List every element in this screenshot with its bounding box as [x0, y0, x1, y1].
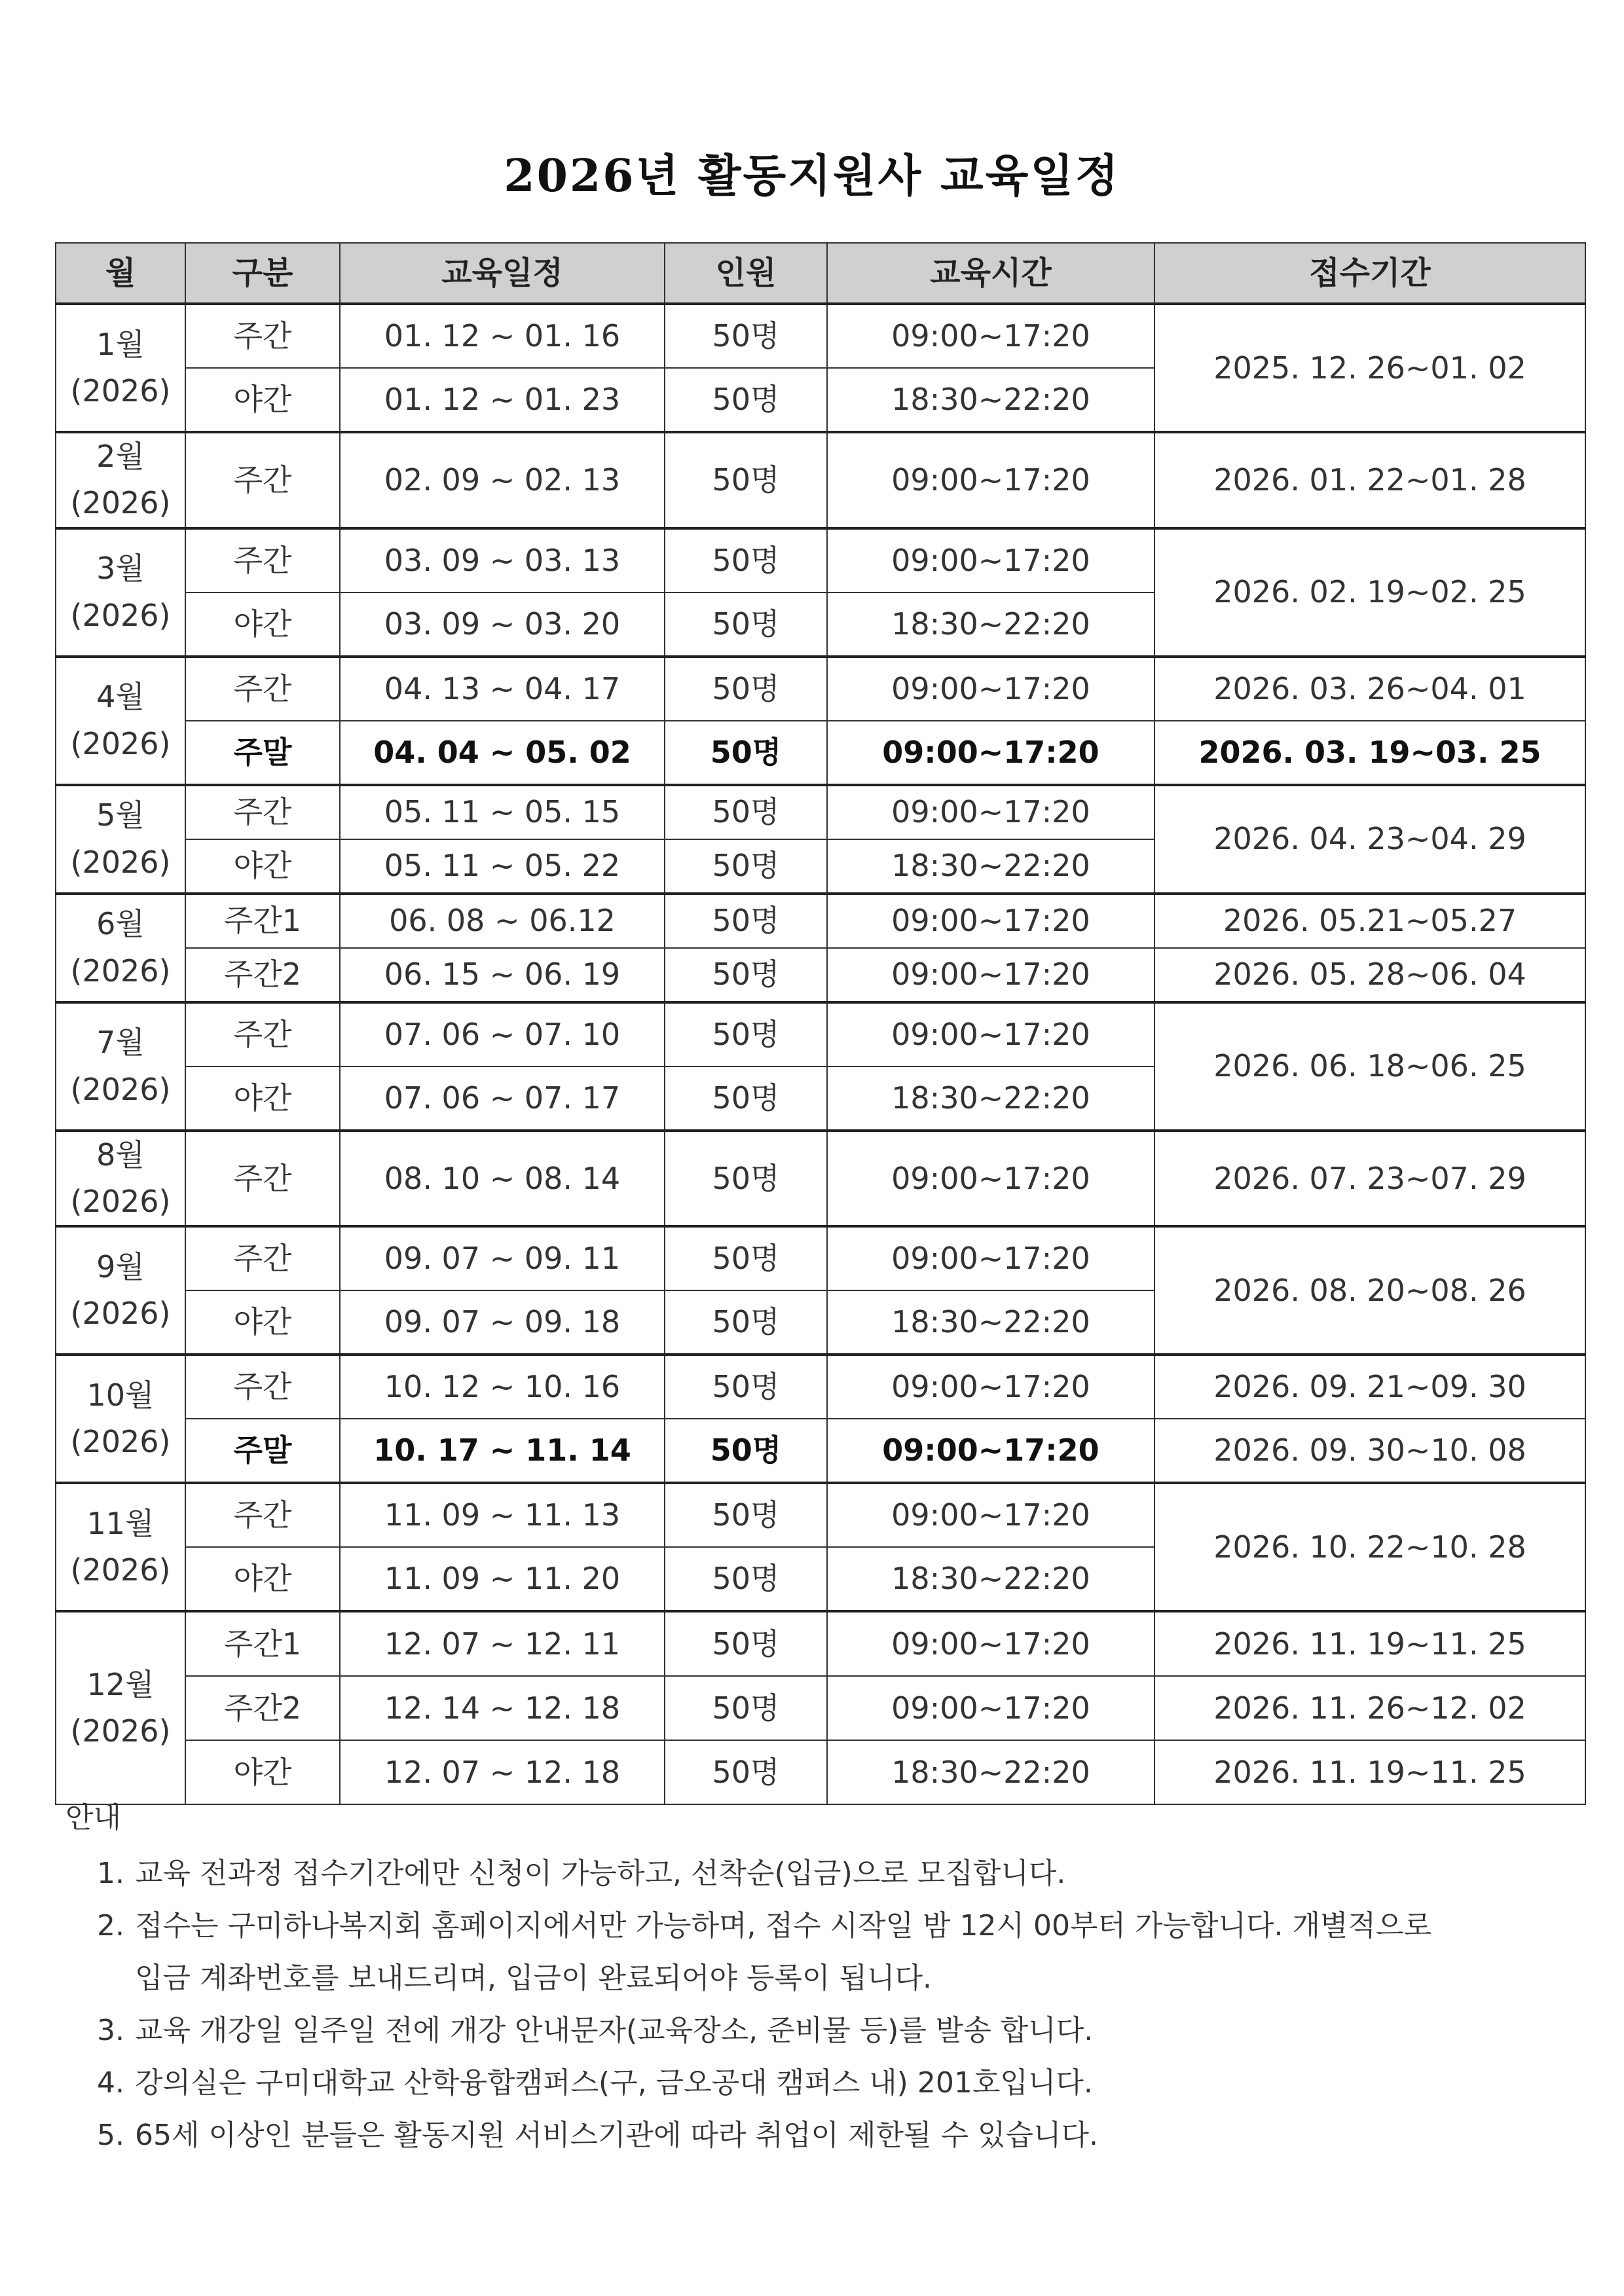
notice-list — [65, 1848, 1591, 2162]
notice-text: 접수는 구미하나복지회 홈페이지에서만 가능하며, 접수 시작일 밤 12시 00부터 가능합니다. 개별적으로 — [135, 1909, 1431, 1942]
header-count: 인원 — [665, 243, 827, 304]
month-group-nov — [56, 1483, 1585, 1611]
type-cell: 야간 — [185, 1547, 340, 1611]
type-cell: 주간 — [185, 1483, 340, 1547]
month-cell — [56, 785, 185, 894]
time-cell: 09:00~17:20 — [827, 528, 1154, 592]
month-label: 3월 — [96, 551, 145, 587]
year-label: (2026) — [70, 1183, 171, 1219]
type-cell: 야간 — [185, 368, 340, 432]
time-cell: 09:00~17:20 — [827, 785, 1154, 839]
count-cell: 50명 — [665, 1290, 827, 1355]
year-label: (2026) — [70, 1552, 171, 1588]
notice-number: 1. — [97, 1857, 124, 1890]
count-cell: 50명 — [665, 1419, 827, 1483]
reception-cell: 2025. 12. 26~01. 02 — [1154, 304, 1585, 432]
month-label: 2월 — [96, 439, 145, 474]
month-cell — [56, 1611, 185, 1804]
notice-number: 5. — [97, 2119, 124, 2152]
month-group-aug — [56, 1131, 1585, 1227]
count-cell: 50명 — [665, 839, 827, 894]
month-cell — [56, 1483, 185, 1611]
header-month: 월 — [56, 243, 185, 304]
table-row — [56, 432, 1585, 528]
reception-cell: 2026. 03. 26~04. 01 — [1154, 657, 1585, 721]
dates-cell: 06. 15 ~ 06. 19 — [340, 948, 665, 1002]
notice-text: 교육 전과정 접수기간에만 신청이 가능하고, 선착순(입금)으로 모집합니다. — [135, 1857, 1066, 1890]
count-cell: 50명 — [665, 785, 827, 839]
type-cell: 야간 — [185, 592, 340, 657]
month-group-apr — [56, 657, 1585, 785]
dates-cell: 08. 10 ~ 08. 14 — [340, 1131, 665, 1227]
dates-cell: 04. 04 ~ 05. 02 — [340, 721, 665, 785]
time-cell: 09:00~17:20 — [827, 894, 1154, 948]
time-cell: 09:00~17:20 — [827, 657, 1154, 721]
table-row — [56, 1226, 1585, 1290]
type-cell: 야간 — [185, 1290, 340, 1355]
count-cell: 50명 — [665, 1066, 827, 1131]
time-cell: 18:30~22:20 — [827, 1290, 1154, 1355]
time-cell: 09:00~17:20 — [827, 1131, 1154, 1227]
year-label: (2026) — [70, 844, 171, 880]
month-cell — [56, 1226, 185, 1355]
count-cell: 50명 — [665, 721, 827, 785]
table-row — [56, 1131, 1585, 1227]
year-label: (2026) — [70, 597, 171, 633]
dates-cell: 11. 09 ~ 11. 20 — [340, 1547, 665, 1611]
year-label: (2026) — [70, 1713, 171, 1749]
month-cell — [56, 894, 185, 1002]
month-group-jan — [56, 304, 1585, 432]
dates-cell: 09. 07 ~ 09. 11 — [340, 1226, 665, 1290]
reception-cell: 2026. 11. 19~11. 25 — [1154, 1611, 1585, 1676]
table-row — [56, 528, 1585, 592]
reception-cell: 2026. 02. 19~02. 25 — [1154, 528, 1585, 657]
table-row — [56, 894, 1585, 948]
time-cell: 18:30~22:20 — [827, 368, 1154, 432]
notice-item — [65, 2109, 1591, 2162]
notice-text: 교육 개강일 일주일 전에 개강 안내문자(교육장소, 준비물 등)를 발송 합니다. — [135, 2014, 1094, 2047]
year-label: (2026) — [70, 953, 171, 989]
notice-item — [65, 1848, 1591, 1900]
count-cell: 50명 — [665, 1547, 827, 1611]
table-row — [56, 1002, 1585, 1066]
type-cell: 주간 — [185, 657, 340, 721]
dates-cell: 09. 07 ~ 09. 18 — [340, 1290, 665, 1355]
header-time: 교육시간 — [827, 243, 1154, 304]
notice-text: 강의실은 구미대학교 산학융합캠퍼스(구, 금오공대 캠퍼스 내) 201호입니다. — [135, 2066, 1093, 2100]
type-cell: 야간 — [185, 839, 340, 894]
time-cell: 18:30~22:20 — [827, 1740, 1154, 1804]
table-row — [56, 1676, 1585, 1740]
month-group-dec — [56, 1611, 1585, 1804]
time-cell: 18:30~22:20 — [827, 1547, 1154, 1611]
notice-section — [65, 1794, 1591, 2162]
count-cell: 50명 — [665, 1611, 827, 1676]
time-cell: 09:00~17:20 — [827, 1355, 1154, 1419]
dates-cell: 12. 14 ~ 12. 18 — [340, 1676, 665, 1740]
type-cell: 주간 — [185, 1355, 340, 1419]
type-cell: 주간 — [185, 1226, 340, 1290]
time-cell: 09:00~17:20 — [827, 1419, 1154, 1483]
dates-cell: 11. 09 ~ 11. 13 — [340, 1483, 665, 1547]
reception-cell: 2026. 11. 26~12. 02 — [1154, 1676, 1585, 1740]
year-label: (2026) — [70, 725, 171, 761]
type-cell: 야간 — [185, 1066, 340, 1131]
type-cell: 야간 — [185, 1740, 340, 1804]
dates-cell: 07. 06 ~ 07. 10 — [340, 1002, 665, 1066]
table-row — [56, 1483, 1585, 1547]
year-label: (2026) — [70, 373, 171, 409]
month-group-feb — [56, 432, 1585, 528]
type-cell: 주간2 — [185, 948, 340, 1002]
type-cell: 주간1 — [185, 894, 340, 948]
table-row — [56, 785, 1585, 839]
time-cell: 09:00~17:20 — [827, 1483, 1154, 1547]
type-cell: 주간 — [185, 785, 340, 839]
dates-cell: 05. 11 ~ 05. 22 — [340, 839, 665, 894]
year-label: (2026) — [70, 485, 171, 521]
reception-cell: 2026. 01. 22~01. 28 — [1154, 432, 1585, 528]
type-cell: 주간 — [185, 1002, 340, 1066]
dates-cell: 05. 11 ~ 05. 15 — [340, 785, 665, 839]
table-row — [56, 1611, 1585, 1676]
time-cell: 09:00~17:20 — [827, 1226, 1154, 1290]
month-group-oct — [56, 1355, 1585, 1483]
header-type: 구분 — [185, 243, 340, 304]
count-cell: 50명 — [665, 368, 827, 432]
table-row — [56, 948, 1585, 1002]
month-label: 9월 — [96, 1248, 145, 1285]
count-cell: 50명 — [665, 432, 827, 528]
month-cell — [56, 528, 185, 657]
type-cell: 주간2 — [185, 1676, 340, 1740]
reception-cell: 2026. 04. 23~04. 29 — [1154, 785, 1585, 894]
month-label: 1월 — [96, 326, 145, 362]
year-label: (2026) — [70, 1071, 171, 1107]
reception-cell: 2026. 11. 19~11. 25 — [1154, 1740, 1585, 1804]
reception-cell: 2026. 09. 30~10. 08 — [1154, 1419, 1585, 1483]
type-cell: 주간 — [185, 528, 340, 592]
count-cell: 50명 — [665, 1002, 827, 1066]
type-cell: 주간 — [185, 304, 340, 368]
notice-text: 65세 이상인 분들은 활동지원 서비스기관에 따라 취업이 제한될 수 있습니다. — [135, 2119, 1098, 2152]
month-label: 6월 — [96, 906, 145, 942]
dates-cell: 01. 12 ~ 01. 16 — [340, 304, 665, 368]
header-reception: 접수기간 — [1154, 243, 1585, 304]
reception-cell: 2026. 05.21~05.27 — [1154, 894, 1585, 948]
notice-continuation: 입금 계좌번호를 보내드리며, 입금이 완료되어야 등록이 됩니다. — [135, 1961, 932, 1995]
dates-cell: 12. 07 ~ 12. 11 — [340, 1611, 665, 1676]
count-cell: 50명 — [665, 1355, 827, 1419]
time-cell: 09:00~17:20 — [827, 304, 1154, 368]
time-cell: 09:00~17:20 — [827, 1002, 1154, 1066]
reception-cell: 2026. 03. 19~03. 25 — [1154, 721, 1585, 785]
month-group-mar — [56, 528, 1585, 657]
dates-cell: 03. 09 ~ 03. 13 — [340, 528, 665, 592]
table-row — [56, 657, 1585, 721]
type-cell: 주간 — [185, 432, 340, 528]
notice-number: 4. — [97, 2066, 124, 2100]
month-cell — [56, 304, 185, 432]
table-row — [56, 304, 1585, 368]
notice-item — [65, 2057, 1591, 2109]
month-cell — [56, 1002, 185, 1131]
time-cell: 09:00~17:20 — [827, 721, 1154, 785]
month-cell — [56, 1355, 185, 1483]
month-label: 7월 — [96, 1025, 145, 1061]
reception-cell: 2026. 10. 22~10. 28 — [1154, 1483, 1585, 1611]
count-cell: 50명 — [665, 528, 827, 592]
reception-cell: 2026. 06. 18~06. 25 — [1154, 1002, 1585, 1131]
month-label: 5월 — [96, 797, 145, 833]
month-label: 4월 — [96, 679, 145, 715]
dates-cell: 03. 09 ~ 03. 20 — [340, 592, 665, 657]
count-cell: 50명 — [665, 1131, 827, 1227]
time-cell: 09:00~17:20 — [827, 1611, 1154, 1676]
reception-cell: 2026. 08. 20~08. 26 — [1154, 1226, 1585, 1355]
month-label: 8월 — [96, 1137, 145, 1173]
time-cell: 18:30~22:20 — [827, 1066, 1154, 1131]
dates-cell: 02. 09 ~ 02. 13 — [340, 432, 665, 528]
reception-cell: 2026. 09. 21~09. 30 — [1154, 1355, 1585, 1419]
year-label: (2026) — [70, 1296, 171, 1332]
table-row-highlight — [56, 721, 1585, 785]
month-group-jun — [56, 894, 1585, 1002]
type-cell: 주말 — [185, 721, 340, 785]
dates-cell: 10. 12 ~ 10. 16 — [340, 1355, 665, 1419]
type-cell: 주간 — [185, 1131, 340, 1227]
month-cell — [56, 1131, 185, 1227]
count-cell: 50명 — [665, 304, 827, 368]
reception-cell: 2026. 07. 23~07. 29 — [1154, 1131, 1585, 1227]
count-cell: 50명 — [665, 1740, 827, 1804]
dates-cell: 10. 17 ~ 11. 14 — [340, 1419, 665, 1483]
count-cell: 50명 — [665, 657, 827, 721]
type-cell: 주간1 — [185, 1611, 340, 1676]
month-label: 10월 — [86, 1377, 155, 1413]
count-cell: 50명 — [665, 1483, 827, 1547]
time-cell: 18:30~22:20 — [827, 839, 1154, 894]
month-cell — [56, 432, 185, 528]
month-group-sep — [56, 1226, 1585, 1355]
count-cell: 50명 — [665, 948, 827, 1002]
table-row-highlight — [56, 1419, 1585, 1483]
dates-cell: 07. 06 ~ 07. 17 — [340, 1066, 665, 1131]
month-label: 12월 — [86, 1666, 155, 1702]
count-cell: 50명 — [665, 1226, 827, 1290]
month-label: 11월 — [86, 1505, 155, 1541]
dates-cell: 06. 08 ~ 06.12 — [340, 894, 665, 948]
dates-cell: 01. 12 ~ 01. 23 — [340, 368, 665, 432]
reception-cell: 2026. 05. 28~06. 04 — [1154, 948, 1585, 1002]
count-cell: 50명 — [665, 592, 827, 657]
month-group-jul — [56, 1002, 1585, 1131]
month-group-may — [56, 785, 1585, 894]
header-row — [56, 243, 1585, 304]
time-cell: 09:00~17:20 — [827, 948, 1154, 1002]
count-cell: 50명 — [665, 894, 827, 948]
page-title: 2026년 활동지원사 교육일정 — [504, 150, 1120, 202]
type-cell: 주말 — [185, 1419, 340, 1483]
notice-number: 3. — [97, 2014, 124, 2047]
notice-item — [65, 1900, 1591, 1952]
time-cell: 18:30~22:20 — [827, 592, 1154, 657]
table-row — [56, 1355, 1585, 1419]
dates-cell: 04. 13 ~ 04. 17 — [340, 657, 665, 721]
count-cell: 50명 — [665, 1676, 827, 1740]
notice-number: 2. — [97, 1909, 124, 1942]
dates-cell: 12. 07 ~ 12. 18 — [340, 1740, 665, 1804]
notice-heading: 안내 — [65, 1801, 122, 1834]
month-cell — [56, 657, 185, 785]
time-cell: 09:00~17:20 — [827, 1676, 1154, 1740]
header-dates: 교육일정 — [340, 243, 665, 304]
notice-item — [65, 2005, 1591, 2057]
time-cell: 09:00~17:20 — [827, 432, 1154, 528]
year-label: (2026) — [70, 1424, 171, 1460]
schedule-table — [55, 242, 1586, 1805]
